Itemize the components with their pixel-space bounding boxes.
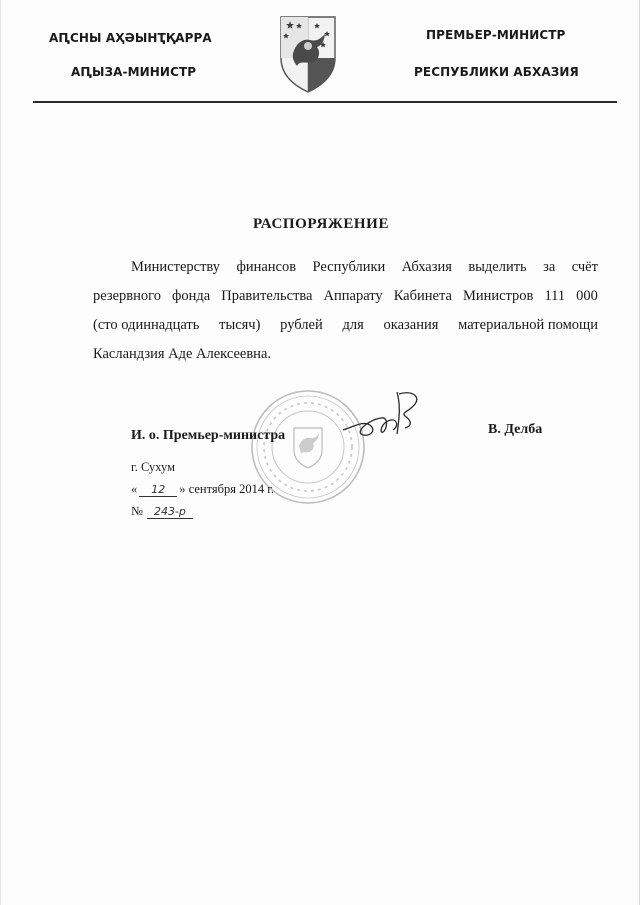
body-word: оказания xyxy=(383,317,439,333)
body-line-2 xyxy=(93,288,598,305)
body-word: Правительства xyxy=(221,288,313,304)
body-word: рублей xyxy=(280,317,323,333)
body-line-3 xyxy=(93,317,598,334)
body-word: фонда xyxy=(172,288,211,304)
header-left-line2: АԤЫЗА-МИНИСТР xyxy=(71,65,197,79)
header-right-line2: РЕСПУБЛИКИ АБХАЗИЯ xyxy=(414,65,579,79)
signatory-position: И. о. Премьер-министра xyxy=(131,428,286,443)
body-word: (сто одиннадцать xyxy=(93,317,200,333)
body-word: за xyxy=(543,259,556,275)
body-line-4 xyxy=(93,345,271,363)
date-open-quote: « xyxy=(131,482,138,496)
body-word: 000 xyxy=(576,288,598,304)
signatory-name: В. Делба xyxy=(488,422,543,437)
date-rest: » сентября 2014 г. xyxy=(179,482,275,496)
number-prefix: № xyxy=(131,504,143,518)
document-number xyxy=(131,504,193,519)
body-word: тысяч) xyxy=(219,317,261,333)
header-left-line1: АԤСНЫ АҲӘЫНҬҚАРРА xyxy=(49,31,212,45)
body-word: Кабинета xyxy=(393,288,452,304)
body-word: 111 xyxy=(544,288,566,304)
body-word: финансов xyxy=(236,259,297,275)
body-word: Аппарату xyxy=(323,288,383,304)
document-date xyxy=(131,482,274,497)
body-line-1 xyxy=(131,259,598,276)
body-word: Министерству xyxy=(131,259,221,275)
body-word: выделить xyxy=(468,259,527,275)
body-word: Республики xyxy=(312,259,386,275)
body-word: Абхазия xyxy=(401,259,452,275)
body-word: Касландзия Аде Алексеевна. xyxy=(93,346,272,362)
header-divider xyxy=(33,101,617,103)
body-word: резервного xyxy=(93,288,161,304)
body-word: для xyxy=(342,317,364,333)
number-value: 243-р xyxy=(147,505,193,519)
body-word: материальной помощи xyxy=(458,317,598,333)
date-day: 12 xyxy=(139,483,177,497)
body-word: счёт xyxy=(571,259,598,275)
body-word: Министров xyxy=(462,288,534,304)
city: г. Сухум xyxy=(131,460,176,474)
document-title: РАСПОРЯЖЕНИЕ xyxy=(252,216,390,232)
handwritten-signature xyxy=(341,386,441,446)
coat-of-arms-icon xyxy=(277,14,339,94)
header-right-line1: ПРЕМЬЕР-МИНИСТР xyxy=(426,28,566,42)
